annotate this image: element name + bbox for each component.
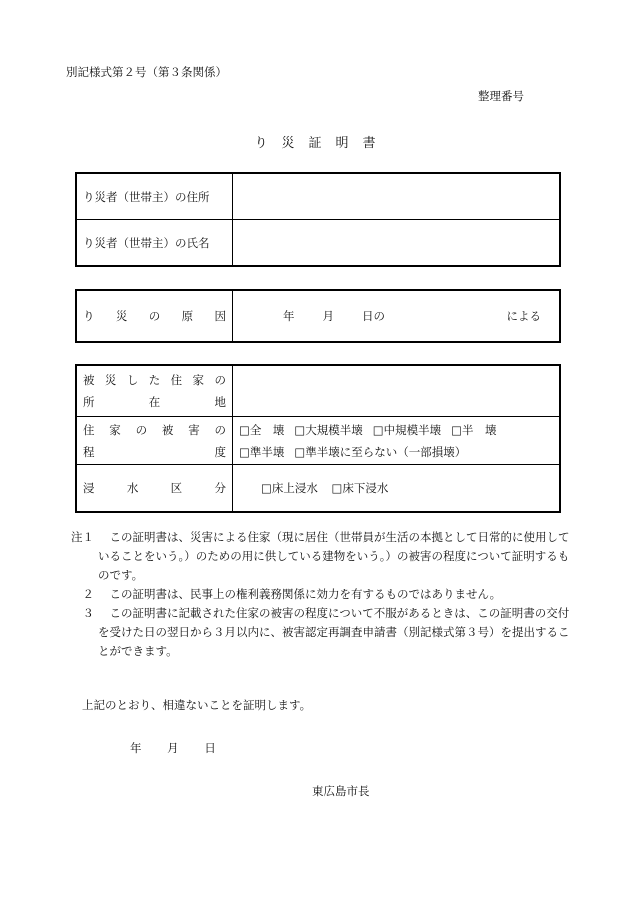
cause-field[interactable] xyxy=(233,290,561,342)
address-row xyxy=(76,173,560,220)
damage-options xyxy=(233,417,561,465)
location-field[interactable] xyxy=(233,365,561,417)
note-number: ３ xyxy=(82,606,94,620)
damage-option-zenkai[interactable]: □全 壊 xyxy=(239,422,285,437)
name-field[interactable] xyxy=(233,220,561,267)
cause-label-char: 災 xyxy=(115,309,128,323)
damage-label-char: 度 xyxy=(214,444,226,459)
cause-label xyxy=(76,290,233,342)
damage-label-char: の xyxy=(135,422,148,437)
page-title: り災証明書 xyxy=(254,136,390,151)
date-month: 月 xyxy=(167,741,179,755)
cause-row xyxy=(76,290,560,342)
note-text: この証明書は、民事上の権利義務関係に効力を有するものではありません。 xyxy=(109,587,502,601)
damage-label-char: の xyxy=(214,422,226,437)
flood-option-below[interactable]: □床下浸水 xyxy=(331,481,389,495)
damage-label-char: 被 xyxy=(161,422,174,437)
note-item xyxy=(64,604,574,661)
damage-table xyxy=(75,364,561,513)
note-text: この証明書は、災害による住家（現に居住（世帯員が生活の本拠として日常的に使用していることをいう。）のための用に供している建物をいう。）の被害の程度について証明するものです。 xyxy=(98,530,570,582)
cause-niyoru: による xyxy=(506,309,541,323)
location-label-char: 災 xyxy=(104,373,117,387)
date-day: 日 xyxy=(204,741,216,755)
flood-label-char: 浸 xyxy=(83,481,95,495)
cause-month: 月 xyxy=(322,309,334,323)
location-label-char: 家 xyxy=(192,373,205,387)
issue-date xyxy=(130,740,238,756)
location-label-char: 被 xyxy=(83,373,95,387)
location-label-char: 住 xyxy=(170,373,183,387)
name-label: り災者（世帯主）の氏名 xyxy=(76,220,233,267)
flood-label xyxy=(76,465,233,513)
damage-option-hankai[interactable]: □半 壊 xyxy=(451,422,497,437)
damage-option-junhankai[interactable]: □準半壊 xyxy=(239,444,285,459)
certification-statement: 上記のとおり、相違ないことを証明します。 xyxy=(82,698,312,712)
damage-label-char: 住 xyxy=(83,422,95,437)
location-label-char: の xyxy=(214,373,226,387)
flood-options xyxy=(233,465,561,513)
location-label-char: し xyxy=(126,373,139,387)
cause-label-char: り xyxy=(83,309,95,323)
address-label: り災者（世帯主）の住所 xyxy=(76,173,233,220)
cause-year: 年 xyxy=(283,309,295,323)
damage-option-ichibu[interactable]: □準半壊に至らない（一部損壊） xyxy=(294,444,467,459)
address-field[interactable] xyxy=(233,173,561,220)
damage-option-daikibo[interactable]: □大規模半壊 xyxy=(294,422,363,437)
cause-label-char: 因 xyxy=(214,309,226,323)
location-label-char: 在 xyxy=(148,395,161,409)
victim-info-table xyxy=(75,172,561,267)
cause-table xyxy=(75,289,561,343)
location-label xyxy=(76,365,233,417)
damage-label xyxy=(76,417,233,465)
note-item xyxy=(64,585,574,604)
damage-option-chukibo[interactable]: □中規模半壊 xyxy=(372,422,442,437)
notes-section xyxy=(64,528,574,661)
cause-label-char: 原 xyxy=(181,309,194,323)
location-label-char: 地 xyxy=(214,395,226,409)
location-label-char: 所 xyxy=(83,395,95,409)
note-number: 注１ xyxy=(71,530,94,544)
flood-label-char: 分 xyxy=(214,481,226,495)
note-item xyxy=(64,528,574,585)
date-year: 年 xyxy=(130,741,142,755)
flood-label-char: 水 xyxy=(126,481,139,495)
note-text: この証明書に記載された住家の被害の程度について不服があるときは、この証明書の交付を受けた日の翌日から３月以内に、被害認定再調査申請書（別記様式第３号）を提出することができます。 xyxy=(98,606,570,658)
form-reference: 別記様式第２号（第３条関係） xyxy=(66,65,227,79)
damage-label-char: 害 xyxy=(188,422,200,437)
flood-label-char: 区 xyxy=(170,481,183,495)
name-row xyxy=(76,220,560,267)
damage-label-char: 家 xyxy=(109,422,121,437)
location-row xyxy=(76,365,560,417)
damage-label-char: 程 xyxy=(83,444,95,459)
damage-row xyxy=(76,417,560,465)
location-label-char: た xyxy=(148,373,161,387)
cause-day: 日の xyxy=(362,309,385,323)
cause-label-char: の xyxy=(148,309,161,323)
issuer-name: 東広島市長 xyxy=(312,784,370,798)
note-number: ２ xyxy=(82,587,94,601)
flood-row xyxy=(76,465,560,513)
flood-option-above[interactable]: □床上浸水 xyxy=(261,481,318,495)
reference-number-label: 整理番号 xyxy=(478,89,524,103)
